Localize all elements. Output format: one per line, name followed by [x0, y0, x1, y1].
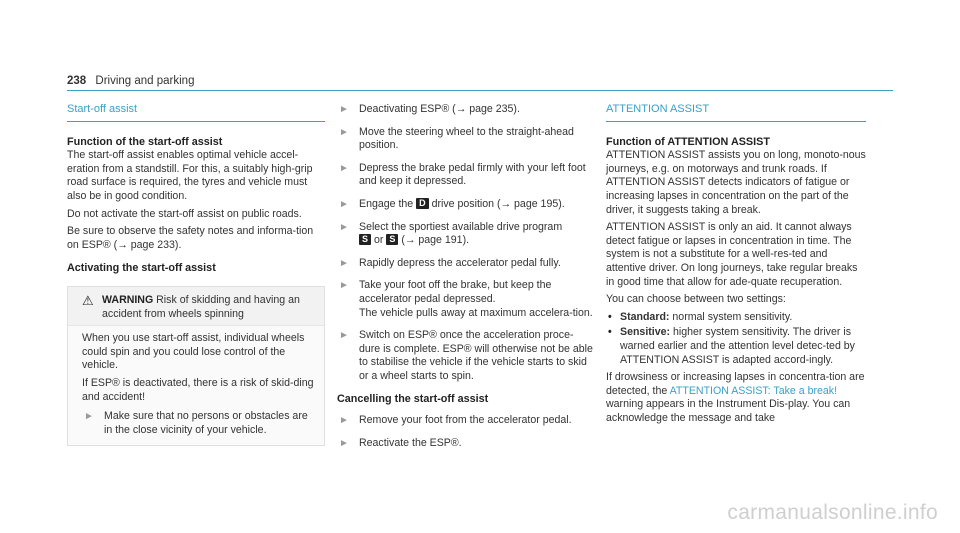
activate-note: Do not activate the start-off assist on public roads.: [67, 207, 302, 220]
arrow-icon: ►: [339, 330, 349, 342]
chapter-title: Driving and parking: [95, 75, 195, 87]
step-take: [337, 279, 594, 320]
setting-text: higher system sensitivity. The driver is warned earlier and the attention level detec-ted by ATTENTION ASSIST is adapted accord-ingly.: [620, 326, 855, 366]
step-item: [337, 126, 594, 153]
step-rapid: [337, 257, 594, 271]
attention-p3: You can choose between two settings:: [606, 293, 786, 306]
program-s-plus-icon: S: [386, 234, 398, 245]
bullet-icon: •: [608, 326, 612, 339]
arrow-icon: ►: [339, 257, 349, 269]
arrow-icon: ►: [339, 415, 349, 427]
arrow-icon: ►: [339, 126, 349, 138]
arrow-icon: ►: [339, 280, 349, 292]
arrow-icon: ►: [339, 221, 349, 233]
arrow-icon: ►: [339, 437, 349, 449]
page-number: 238: [67, 75, 87, 87]
attention-p2: ATTENTION ASSIST is only an aid. It cannot always detect fatigue or lapses in concentration in time. The system is not a substitute for a well-res-ted and attentive driver. On long journeys, take regular breaks in good time that allow for ade-quate recuperation.: [606, 221, 858, 288]
function-text: The start-off assist enables optimal vehicle accel-eration from a standstill. For this, a suitably high-grip road surface is required, the tyres and vehicle must also be in good condition.: [67, 149, 313, 202]
engage-post: drive position (→ page 195).: [431, 197, 565, 210]
activating-heading: Activating the start-off assist: [67, 262, 216, 275]
cancel-step-text: Remove your foot from the accelerator pedal.: [359, 414, 572, 427]
page-header: [67, 75, 194, 87]
select-or: or: [373, 234, 384, 247]
step-item: [337, 162, 594, 189]
warning-triangle-icon: ⚠: [82, 292, 94, 308]
step-select: [337, 221, 594, 248]
warning-body: [68, 325, 324, 445]
select-pre: Select the sportiest available drive program: [359, 220, 563, 233]
arrow-icon: ►: [84, 411, 94, 423]
attention-p4: [606, 371, 866, 425]
setting-standard: [606, 311, 866, 325]
warning-box: [67, 286, 325, 446]
warning-label: WARNING: [102, 293, 154, 306]
observe-text: Be sure to observe the safety notes and informa-tion on ESP® (→ page 233).: [67, 225, 314, 251]
warning-step: [82, 410, 314, 437]
step-item: [337, 103, 594, 117]
take-a-break-link[interactable]: ATTENTION ASSIST: Take a break!: [669, 384, 838, 397]
attention-p1: ATTENTION ASSIST assists you on long, monoto-nous journeys, e.g. on motorways and trunk roads. If ATTENTION ASSIST detects indicators of fatigue or increasing lapses in concentration on the part of the driver, it suggests taking a break.: [606, 149, 866, 216]
cancel-heading: Cancelling the start-off assist: [337, 392, 489, 405]
bullet-icon: •: [608, 310, 612, 323]
watermark: carmanualsonline.info: [727, 501, 938, 524]
step-engage: [337, 198, 594, 212]
select-post: (→ page 191).: [401, 234, 470, 247]
warning-header: [68, 287, 324, 325]
column-steps: [337, 103, 594, 459]
header-divider: [67, 90, 893, 91]
cancel-step: [337, 437, 594, 451]
step-result: The vehicle pulls away at maximum accelera-tion.: [359, 306, 593, 319]
function-heading: Function of the start-off assist: [67, 135, 223, 148]
engage-pre: Engage the: [359, 197, 414, 210]
warning-body-2: If ESP® is deactivated, there is a risk of skid-ding and accident!: [82, 376, 314, 403]
cancel-step: [337, 414, 594, 428]
p4-post: warning appears in the Instrument Dis-play. You can acknowledge the message and take: [606, 398, 851, 424]
setting-text: normal system sensitivity.: [672, 310, 793, 323]
column-start-off-assist: [67, 103, 325, 446]
program-s-icon: S: [359, 234, 371, 245]
arrow-icon: ►: [339, 198, 349, 210]
step-text: Rapidly depress the accelerator pedal fully.: [359, 256, 561, 269]
step-switch: [337, 329, 594, 383]
arrow-icon: ►: [339, 104, 349, 115]
step-text: Move the steering wheel to the straight-ahead position.: [359, 125, 574, 152]
attention-function-heading: Function of ATTENTION ASSIST: [606, 135, 770, 148]
p4-pre: If drowsiness or increasing lapses in concentra-tion are detected, the: [606, 371, 865, 397]
column-attention-assist: [606, 103, 866, 429]
section-title-attention: ATTENTION ASSIST: [606, 103, 866, 122]
step-text: Switch on ESP® once the acceleration proce-dure is complete. ESP® will otherwise not be able to stabilise the vehicle if the vehicle starts to skid or a wheel starts to spin.: [359, 329, 593, 382]
warning-text: Risk of skidding and having an accident from wheels spinning: [102, 293, 300, 320]
cancel-step-text: Reactivate the ESP®.: [359, 436, 462, 449]
warning-step-text: Make sure that no persons or obstacles are in the close vicinity of your vehicle.: [104, 410, 308, 436]
step-text: Take your foot off the brake, but keep the accelerator pedal depressed.: [359, 279, 552, 305]
step-text: Deactivating ESP® (→ page 235).: [359, 103, 520, 115]
arrow-icon: ►: [339, 162, 349, 174]
section-title-start-off: Start-off assist: [67, 103, 325, 122]
setting-label: Standard:: [620, 310, 670, 323]
setting-sensitive: [606, 326, 866, 367]
warning-body-1: When you use start-off assist, individual wheels could spin and you could lose control of the vehicle.: [82, 332, 305, 372]
setting-label: Sensitive:: [620, 326, 671, 339]
step-text: Depress the brake pedal firmly with your left foot and keep it depressed.: [359, 161, 586, 188]
drive-position-d-icon: D: [416, 198, 429, 209]
